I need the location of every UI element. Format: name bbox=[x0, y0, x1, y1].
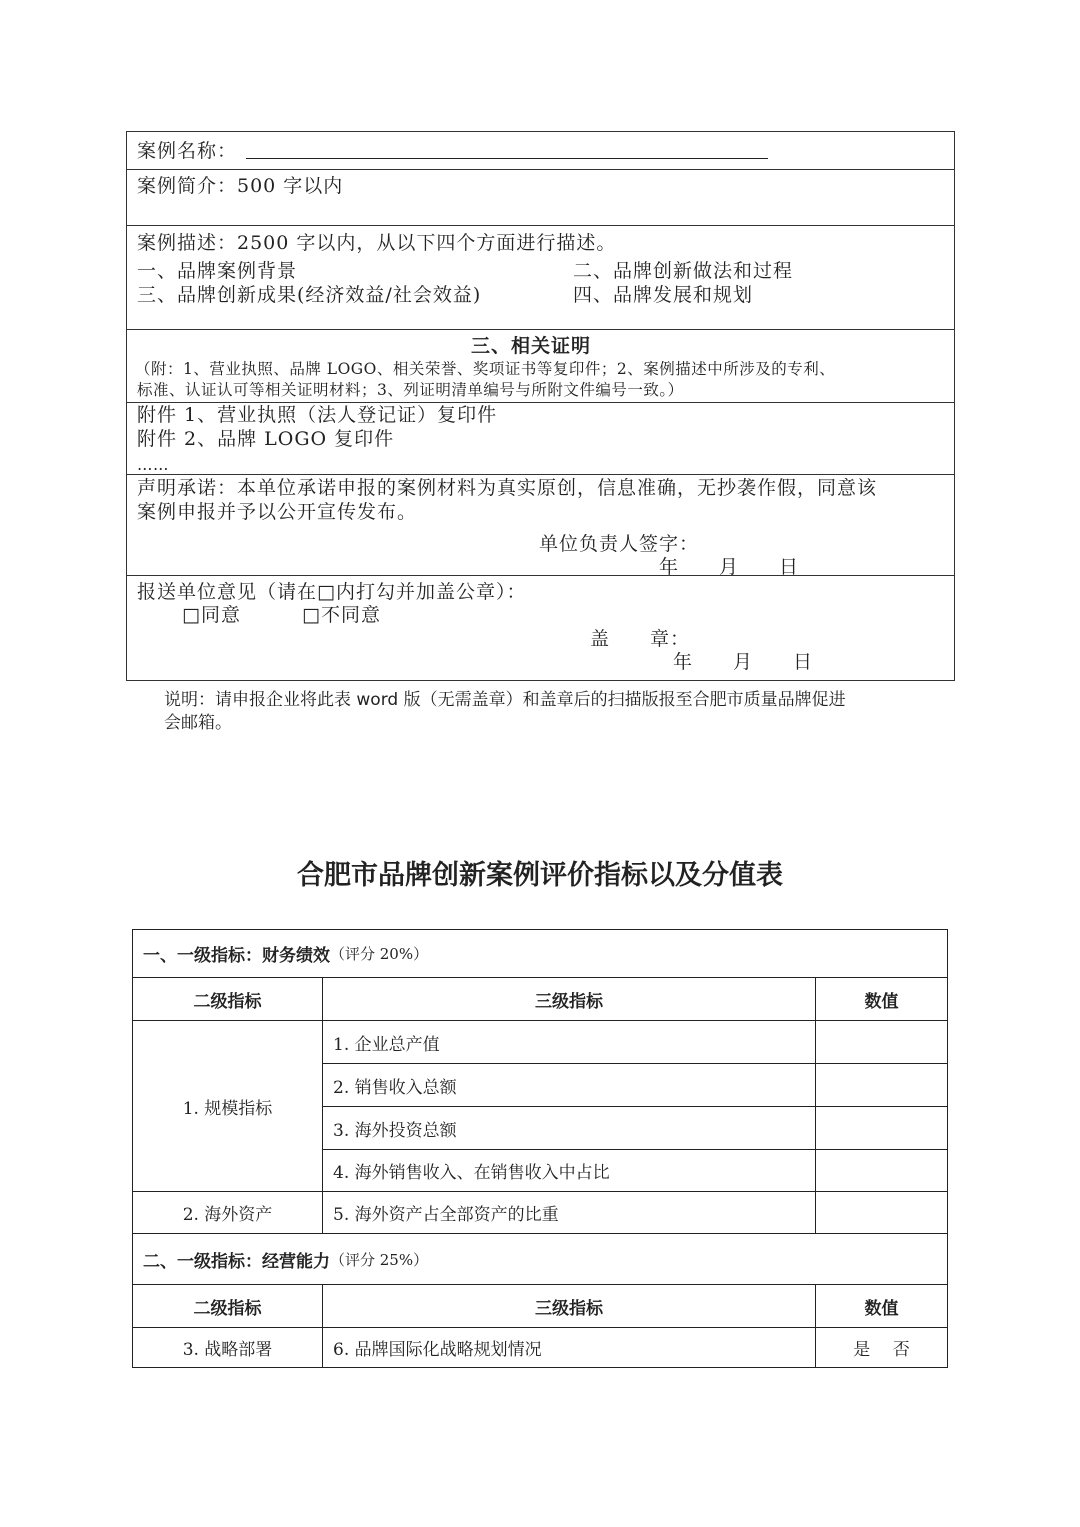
note-line1: 说明：请申报企业将此表 word 版（无需盖章）和盖章后的扫描版报至合肥市质量品牌促进 bbox=[164, 690, 846, 710]
column-header-value: 数值 bbox=[815, 977, 948, 1021]
table-row-item6: 6. 品牌国际化战略规划情况 bbox=[322, 1327, 816, 1368]
value-cell-item5[interactable] bbox=[815, 1191, 948, 1234]
column-header-level3: 三级指标 bbox=[322, 977, 816, 1021]
table-row-item2: 2. 销售收入总额 bbox=[322, 1063, 816, 1107]
table-row-item5: 5. 海外资产占全部资产的比重 bbox=[322, 1191, 816, 1234]
value-cell-item4[interactable] bbox=[815, 1149, 948, 1192]
section-1-header bbox=[132, 929, 948, 978]
case-name-label: 案例名称： bbox=[137, 140, 238, 162]
case-desc-label: 案例描述：2500 字以内，从以下四个方面进行描述。 bbox=[137, 232, 617, 254]
column-header-level2-2: 二级指标 bbox=[132, 1284, 323, 1328]
proof-title: 三、相关证明 bbox=[471, 335, 592, 357]
table-row-item3: 3. 海外投资总额 bbox=[322, 1106, 816, 1150]
proof-note-line2: 标准、认证认可等相关证明材料；3、列证明清单编号与所附文件编号一致。） bbox=[137, 381, 684, 399]
seal-label: 盖 章： bbox=[590, 628, 691, 650]
table-group-strategy: 3. 战略部署 bbox=[132, 1327, 323, 1368]
seal-date: 年 月 日 bbox=[673, 651, 814, 673]
form-row-case-name bbox=[126, 131, 955, 170]
attachment-more: …… bbox=[137, 456, 169, 474]
page-title: 合肥市品牌创新案例评价指标以及分值表 bbox=[297, 860, 783, 891]
section-1-title: 一、一级指标：财务绩效 bbox=[143, 946, 330, 966]
section-1-weight: （评分 20%） bbox=[330, 945, 429, 963]
value-cell-item6[interactable]: 是 否 bbox=[815, 1327, 948, 1368]
case-name-input-line[interactable] bbox=[246, 158, 768, 159]
section-2-title: 二、一级指标：经营能力 bbox=[143, 1251, 330, 1272]
agree-checkbox[interactable]: □同意 bbox=[182, 604, 241, 626]
section-2-weight: （评分 25%） bbox=[330, 1250, 429, 1269]
table-row-item1: 1. 企业总产值 bbox=[322, 1020, 816, 1064]
column-header-level2: 二级指标 bbox=[132, 977, 323, 1021]
value-cell-item1[interactable] bbox=[815, 1020, 948, 1064]
table-row-item4: 4. 海外销售收入、在销售收入中占比 bbox=[322, 1149, 816, 1192]
table-group-scale: 1. 规模指标 bbox=[132, 1020, 323, 1192]
opinion-label: 报送单位意见（请在□内打勾并加盖公章）： bbox=[137, 581, 527, 603]
note-line2: 会邮箱。 bbox=[164, 713, 232, 733]
signature-date: 年 月 日 bbox=[659, 556, 800, 578]
declaration-line2: 案例申报并予以公开宣传发布。 bbox=[137, 501, 418, 523]
case-intro-label: 案例简介：500 字以内 bbox=[137, 175, 344, 197]
proof-note-line1: （附：1、营业执照、品牌 LOGO、相关荣誉、奖项证书等复印件；2、案例描述中所涉及的专利、 bbox=[135, 360, 836, 378]
section-2-header bbox=[132, 1233, 948, 1285]
disagree-checkbox[interactable]: □不同意 bbox=[302, 604, 381, 626]
value-cell-item3[interactable] bbox=[815, 1106, 948, 1150]
aspect-1: 一、品牌案例背景 bbox=[137, 260, 298, 282]
column-header-level3-2: 三级指标 bbox=[322, 1284, 816, 1328]
declaration-line1: 声明承诺：本单位承诺申报的案例材料为真实原创，信息准确，无抄袭作假，同意该 bbox=[137, 477, 878, 499]
column-header-value-2: 数值 bbox=[815, 1284, 948, 1328]
signer-label: 单位负责人签字： bbox=[539, 533, 700, 555]
aspect-4: 四、品牌发展和规划 bbox=[573, 284, 754, 306]
table-group-overseas-assets: 2. 海外资产 bbox=[132, 1191, 323, 1234]
attachment-2: 附件 2、品牌 LOGO 复印件 bbox=[137, 428, 395, 450]
aspect-3: 三、品牌创新成果(经济效益/社会效益) bbox=[137, 284, 482, 306]
attachment-1: 附件 1、营业执照（法人登记证）复印件 bbox=[137, 404, 498, 426]
aspect-2: 二、品牌创新做法和过程 bbox=[573, 260, 794, 282]
value-cell-item2[interactable] bbox=[815, 1063, 948, 1107]
